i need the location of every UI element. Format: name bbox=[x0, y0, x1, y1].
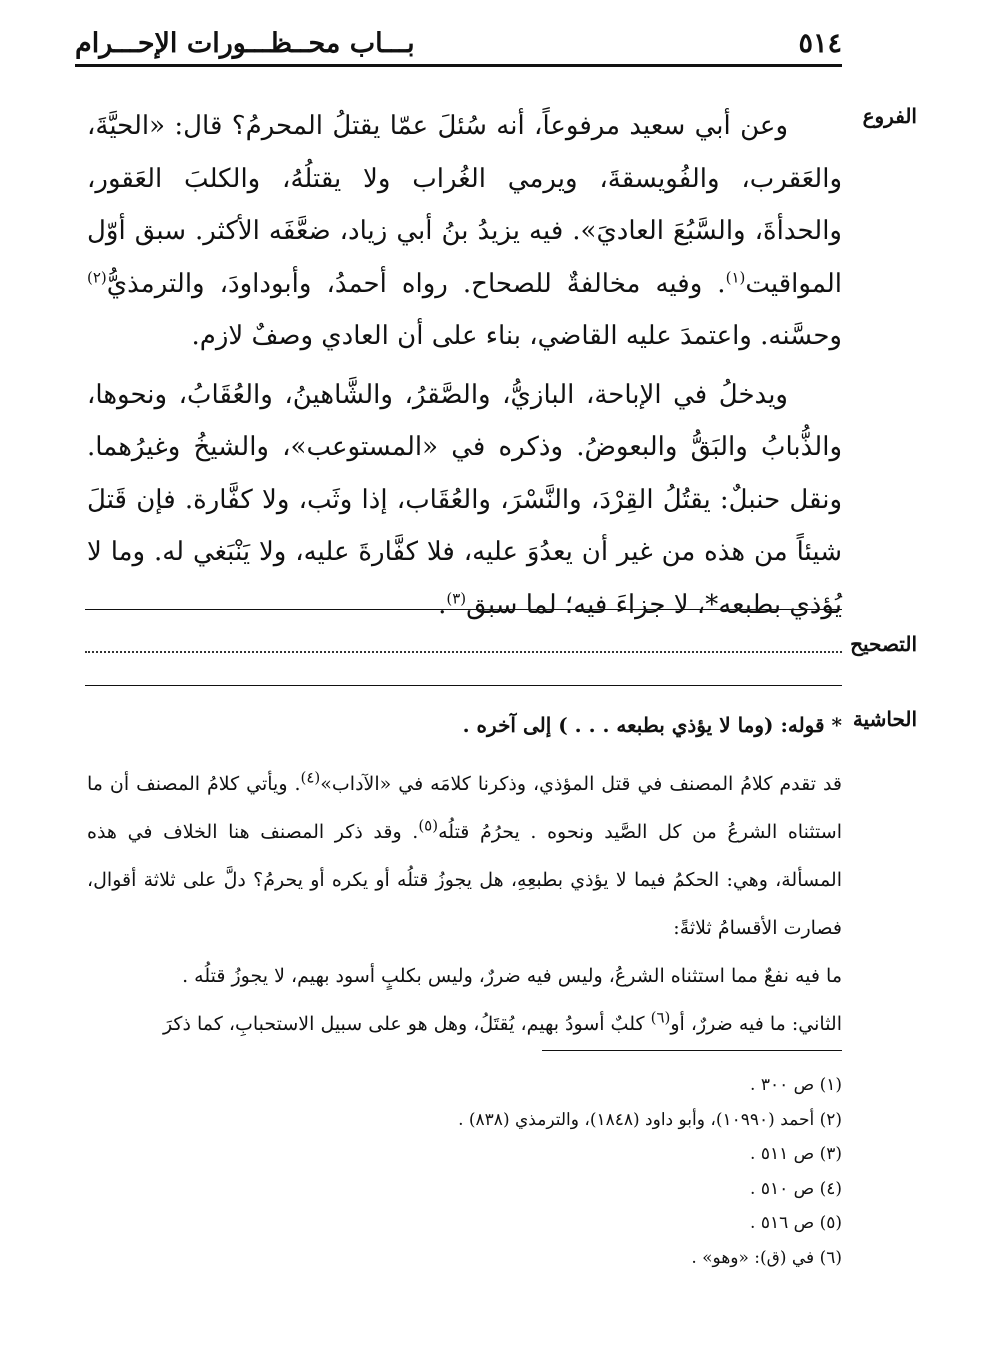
margin-label-tashih: التصحيح bbox=[850, 632, 917, 656]
main-text bbox=[87, 100, 842, 637]
footnote-ref-4: (٤) bbox=[300, 768, 321, 787]
hashiya-paragraph-2: ما فيه نفعٌ مما استثناه الشرعُ، وليس فيه ضررٌ، وليس بكلبٍ أسود بهيم، لا يجوزُ قتلُه . bbox=[182, 965, 842, 987]
main-paragraph-1: وعن أبي سعيد مرفوعاً، أنه سُئلَ عمّا يقتلُ المحرمُ؟ قال: «الحيَّةَ، والعَقرب، والفُويسقةَ، ويرمي الغُراب ولا يقتلُهُ، والكلبَ العَقور، والحدأةَ، والسَّبُعَ العاديَ». فيه يزيدُ بنُ أبي زياد، ضعَّفَه الأكثر. سبق أوّل المواقيت$^{(١)}$. وفيه مخالفةٌ للصحاح. رواه أحمدُ، وأبوداودَ، والترمذيُّ$^{(٢)}$ وحسَّنه. واعتمدَ عليه القاضي، بناء على أن العادي وصفٌ لازم. bbox=[87, 111, 842, 351]
margin-label-furu: الفروع bbox=[862, 104, 917, 128]
footnote-rule bbox=[542, 1050, 842, 1051]
footnote-ref-5: (٥) bbox=[418, 816, 439, 835]
footnote-ref-1: (١) bbox=[725, 267, 746, 286]
header-rule bbox=[75, 64, 842, 67]
hashiya-paragraph-1: قد تقدم كلامُ المصنف في قتل المؤذي، وذكرنا كلامَه في «الآداب»$^{(٤)}$. ويأتي كلامُ المصنف أن ما استثناه الشرعُ من كل الصَّيد ونحوه . يحرُمُ قتلُه$^{(٥)}$. وقد ذكر المصنف هنا الخلاف في هذه المسألة، وهي: الحكمُ فيما لا يؤذي بطبعِهِ، هل يجوزُ قتلُه أو يكره أو يحرمُ؟ دلَّ على ثلاثة أقوال، فصارت الأقسامُ ثلاثةً: bbox=[87, 768, 842, 939]
main-paragraph-2: ويدخلُ في الإباحة، البازيُّ، والصَّقرُ، والشَّاهينُ، والعُقَابُ، ونحوها، والذُّبابُ والبَقُّ والبعوضُ. وذكره في «المستوعب»، والشيخُ وغيرُهما. ونقل حنبلٌ: يقتُلُ القِرْدَ، والنَّسْرَ، والعُقَاب، إذا وثَب، ولا كفَّارة. فإن قَتلَ شيئاً من هذه من غير أن يعدُوَ عليه، فلا كفَّارةَ عليه، ولا يَنْبَغي له. وما لا يُؤذي بطبعه*، لا جزاءَ فيه؛ لما سبق$^{(٣)}$. bbox=[87, 379, 842, 620]
star-marker: * bbox=[705, 589, 719, 620]
footnote-ref-2: (٢) bbox=[87, 267, 107, 286]
footnote-6: (٦) في (ق): «وهو» . bbox=[691, 1247, 842, 1268]
star-marker: * bbox=[831, 713, 842, 737]
footnote-4: (٤) ص ٥١٠ . bbox=[750, 1178, 842, 1199]
page-header bbox=[75, 26, 842, 66]
footnote-1: (١) ص ٣٠٠ . bbox=[750, 1075, 842, 1095]
page-number: ٥١٤ bbox=[798, 28, 842, 59]
section-rule-top bbox=[85, 609, 842, 610]
section-rule-bottom bbox=[85, 685, 842, 686]
running-title: بـــاب محــظـــورات الإحـــرام bbox=[75, 28, 415, 59]
footnote-2: (٢) أحمد (١٠٩٩٠)، وأبو داود (١٨٤٨)، والترمذي (٨٣٨) . bbox=[458, 1109, 842, 1130]
footnotes bbox=[87, 1068, 842, 1275]
tashih-dotted-line bbox=[85, 625, 842, 653]
footnote-ref-3: (٣) bbox=[446, 588, 467, 607]
footnote-3: (٣) ص ٥١١ . bbox=[750, 1144, 842, 1164]
margin-label-hashiya: الحاشية bbox=[852, 707, 917, 731]
hashiya-text bbox=[87, 760, 842, 1048]
hashiya-heading: * قوله: (وما لا يؤذي بطبعه . . . ) إلى آخره . bbox=[462, 713, 842, 737]
hashiya-paragraph-3: الثاني: ما فيه ضررٌ، أو$^{(٦)}$ كلبٌ أسودُ بهيم، يُقتَلُ، وهل هو على سبيل الاستحبابِ، كما ذكرَ bbox=[162, 1008, 842, 1035]
footnote-5: (٥) ص ٥١٦ . bbox=[750, 1213, 842, 1233]
footnote-ref-6: (٦) bbox=[650, 1008, 671, 1027]
